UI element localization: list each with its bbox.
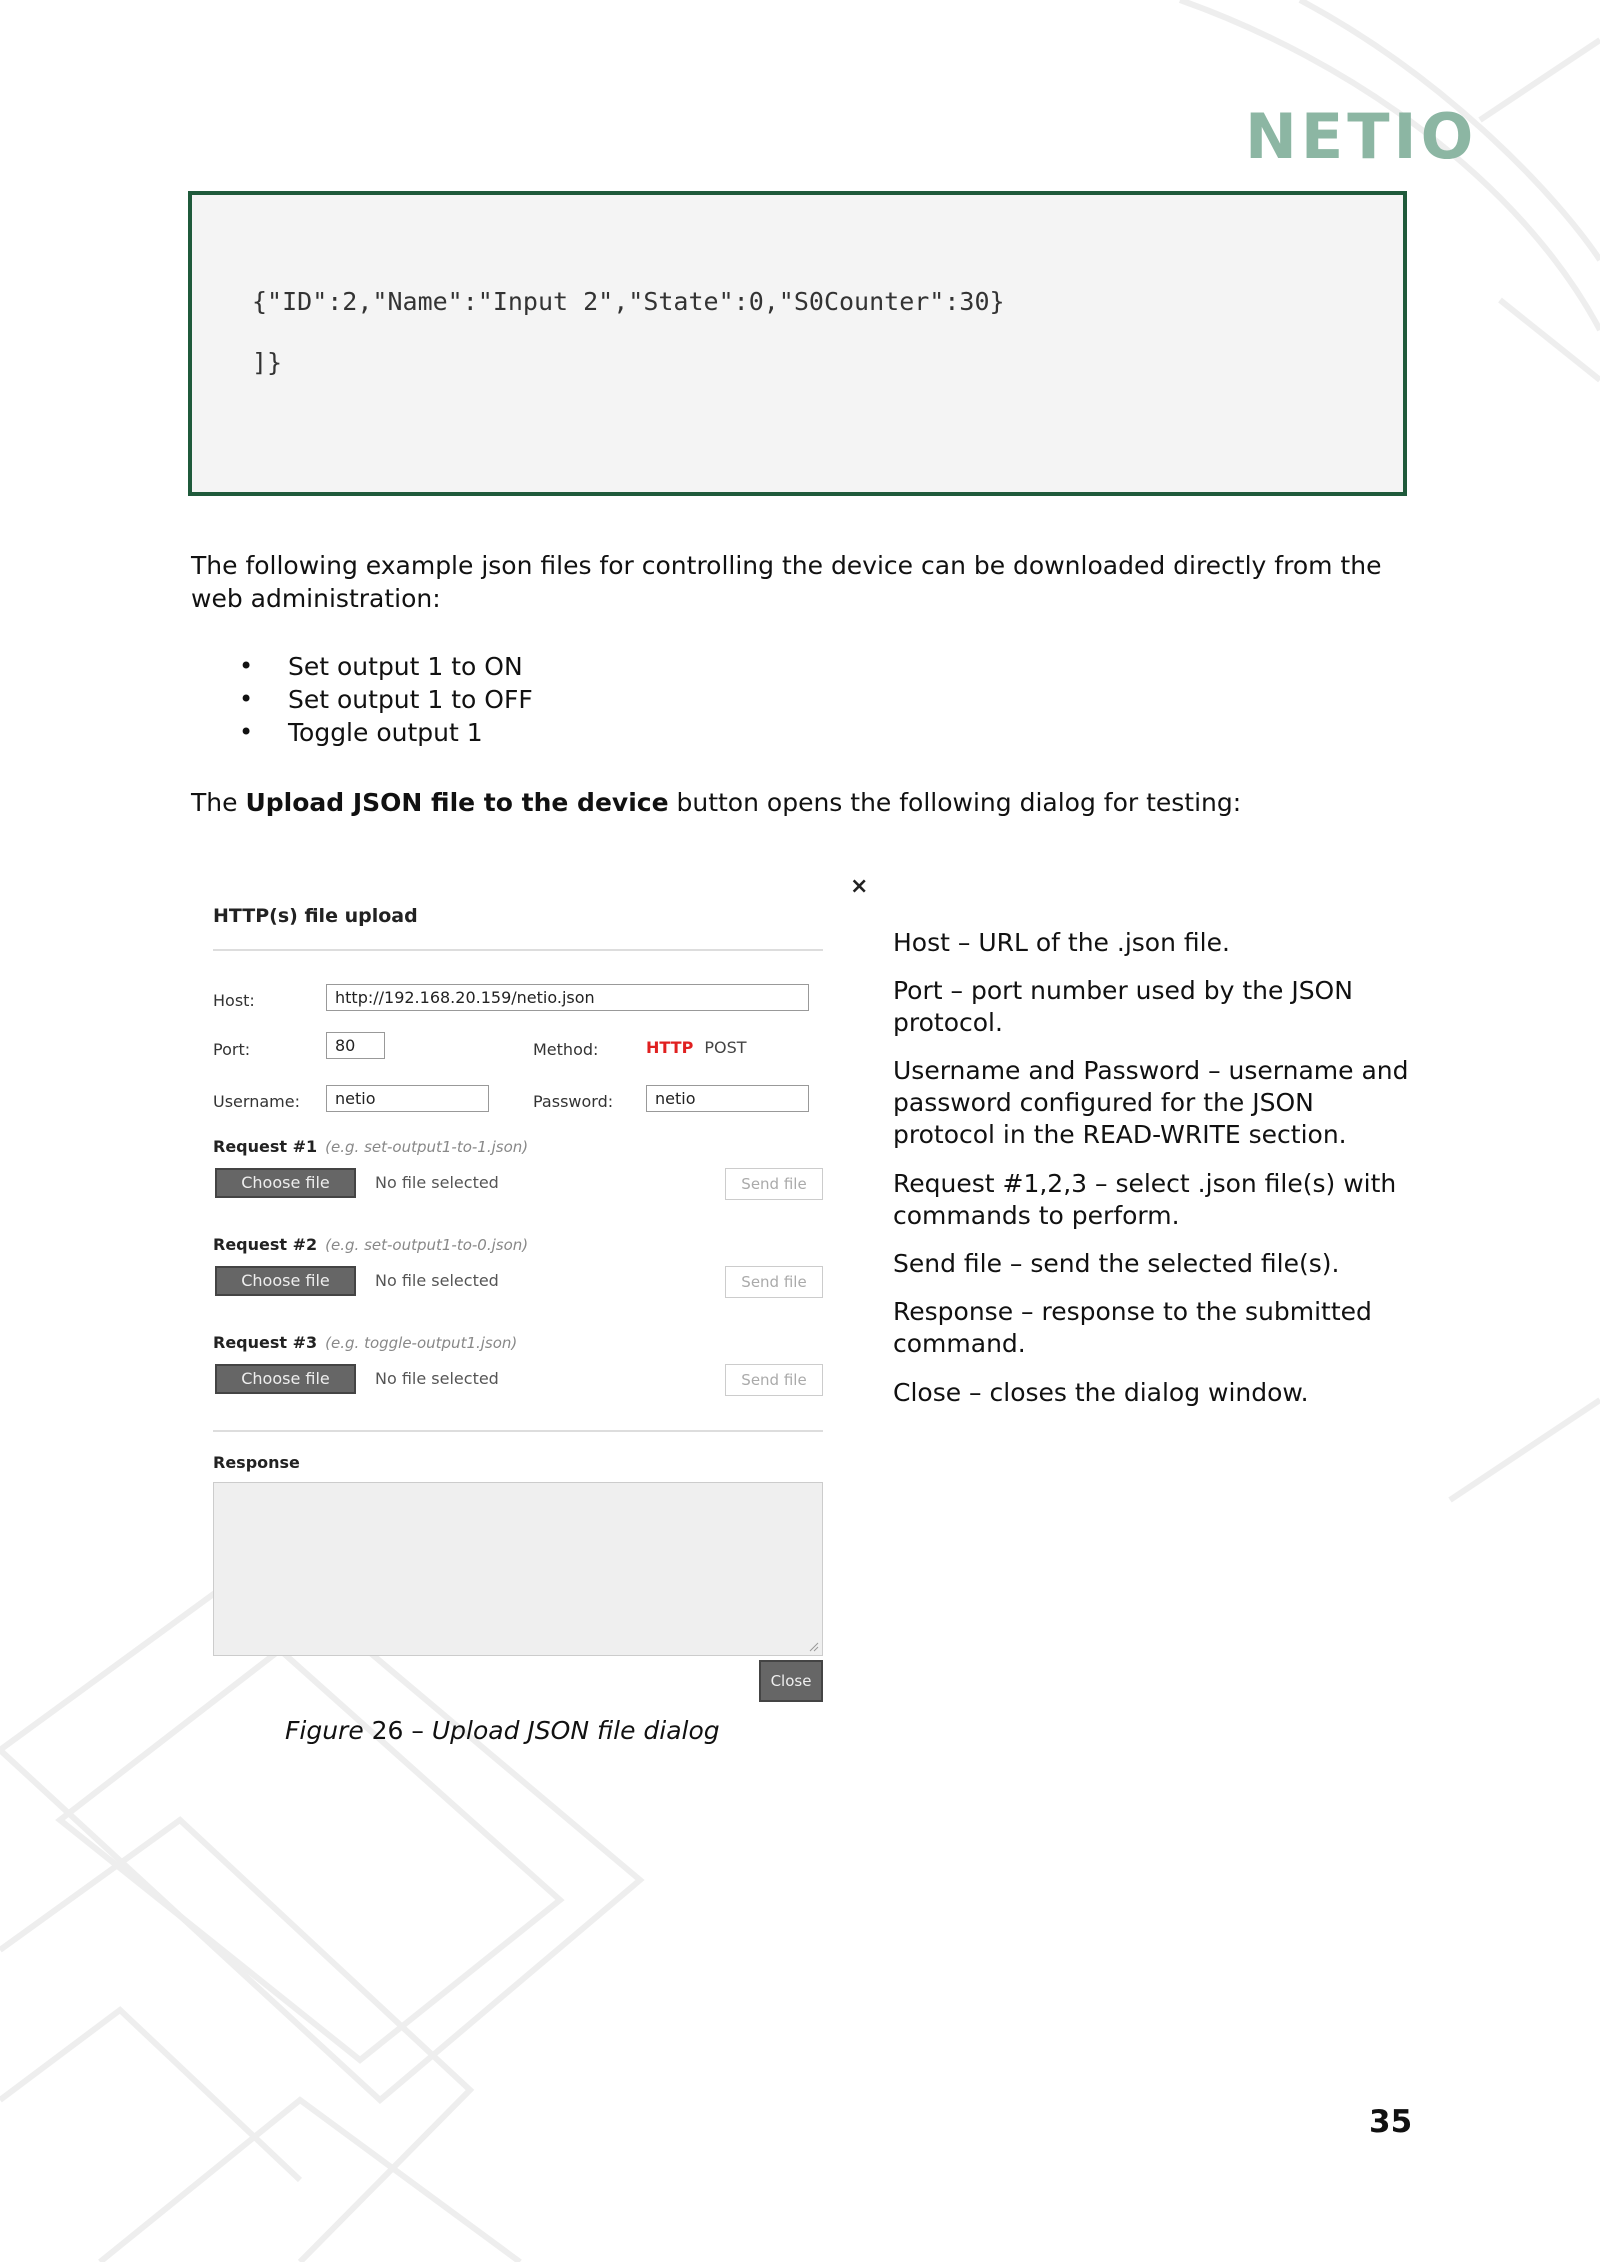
request-3-hint: (e.g. toggle-output1.json) (325, 1334, 518, 1352)
caption-number: 26 – (363, 1716, 432, 1745)
choose-file-button-1[interactable]: Choose file (215, 1168, 356, 1198)
desc-close: Close – closes the dialog window. (893, 1378, 1309, 1407)
no-file-selected-3: No file selected (375, 1369, 499, 1388)
list-item: • Set output 1 to ON (191, 650, 533, 683)
method-post[interactable]: POST (704, 1038, 747, 1057)
dialog-title: HTTP(s) file upload (213, 905, 418, 927)
upload-sentence-suffix: button opens the following dialog for testing: (668, 788, 1242, 817)
code-line-1: {"ID":2,"Name":"Input 2","State":0,"S0Counter":30} (252, 287, 1005, 316)
resize-grip-icon[interactable] (809, 1642, 819, 1652)
password-label: Password: (533, 1092, 614, 1111)
desc-response: Response – response to the submitted command. (893, 1297, 1372, 1358)
request-3-title (213, 1333, 517, 1352)
desc-send-file: Send file – send the selected file(s). (893, 1249, 1340, 1278)
list-item: • Toggle output 1 (191, 716, 533, 749)
desc-port: Port – port number used by the JSON protocol. (893, 976, 1353, 1037)
request-1-hint: (e.g. set-output1-to-1.json) (325, 1138, 529, 1156)
request-2-label: Request #2 (213, 1235, 318, 1254)
username-input[interactable]: netio (326, 1085, 489, 1112)
divider (213, 1430, 823, 1432)
no-file-selected-1: No file selected (375, 1173, 499, 1192)
code-line-2: ]} (252, 348, 283, 377)
netio-logo: NETIO (1245, 100, 1478, 173)
close-button[interactable]: Close (759, 1660, 823, 1702)
divider (213, 949, 823, 951)
send-file-button-3[interactable]: Send file (725, 1364, 823, 1396)
request-1-label: Request #1 (213, 1137, 318, 1156)
password-input[interactable]: netio (646, 1085, 809, 1112)
method-label: Method: (533, 1040, 599, 1059)
caption-figure-word: Figure (285, 1716, 364, 1745)
username-label: Username: (213, 1092, 300, 1111)
choose-file-button-2[interactable]: Choose file (215, 1266, 356, 1296)
method-selector[interactable] (646, 1038, 747, 1057)
no-file-selected-2: No file selected (375, 1271, 499, 1290)
request-1-title (213, 1137, 528, 1156)
port-label: Port: (213, 1040, 251, 1059)
upload-sentence-prefix: The (191, 788, 246, 817)
upload-button-name: Upload JSON file to the device (245, 788, 669, 817)
port-input[interactable]: 80 (326, 1032, 385, 1059)
host-input[interactable]: http://192.168.20.159/netio.json (326, 984, 809, 1011)
example-files-list (191, 650, 533, 749)
caption-title: Upload JSON file dialog (431, 1716, 720, 1745)
code-block (188, 191, 1407, 496)
page-number: 35 (1369, 2104, 1413, 2140)
intro-paragraph: The following example json files for controlling the device can be downloaded directly from the web administration: (191, 551, 1382, 613)
host-label: Host: (213, 991, 255, 1010)
request-3-label: Request #3 (213, 1333, 318, 1352)
list-item: • Set output 1 to OFF (191, 683, 533, 716)
request-2-hint: (e.g. set-output1-to-0.json) (325, 1236, 529, 1254)
method-http[interactable]: HTTP (646, 1038, 694, 1057)
send-file-button-2[interactable]: Send file (725, 1266, 823, 1298)
send-file-button-1[interactable]: Send file (725, 1168, 823, 1200)
response-textarea[interactable] (213, 1482, 823, 1656)
choose-file-button-3[interactable]: Choose file (215, 1364, 356, 1394)
desc-request: Request #1,2,3 – select .json file(s) with commands to perform. (893, 1169, 1397, 1230)
upload-sentence (191, 786, 1241, 819)
response-label: Response (213, 1453, 300, 1472)
figure-caption (285, 1716, 720, 1745)
request-2-title (213, 1235, 528, 1254)
dialog-close-icon[interactable]: × (850, 874, 869, 899)
desc-host: Host – URL of the .json file. (893, 928, 1230, 957)
desc-username-password: Username and Password – username and password configured for the JSON protocol in the READ-WRITE section. (893, 1056, 1409, 1149)
